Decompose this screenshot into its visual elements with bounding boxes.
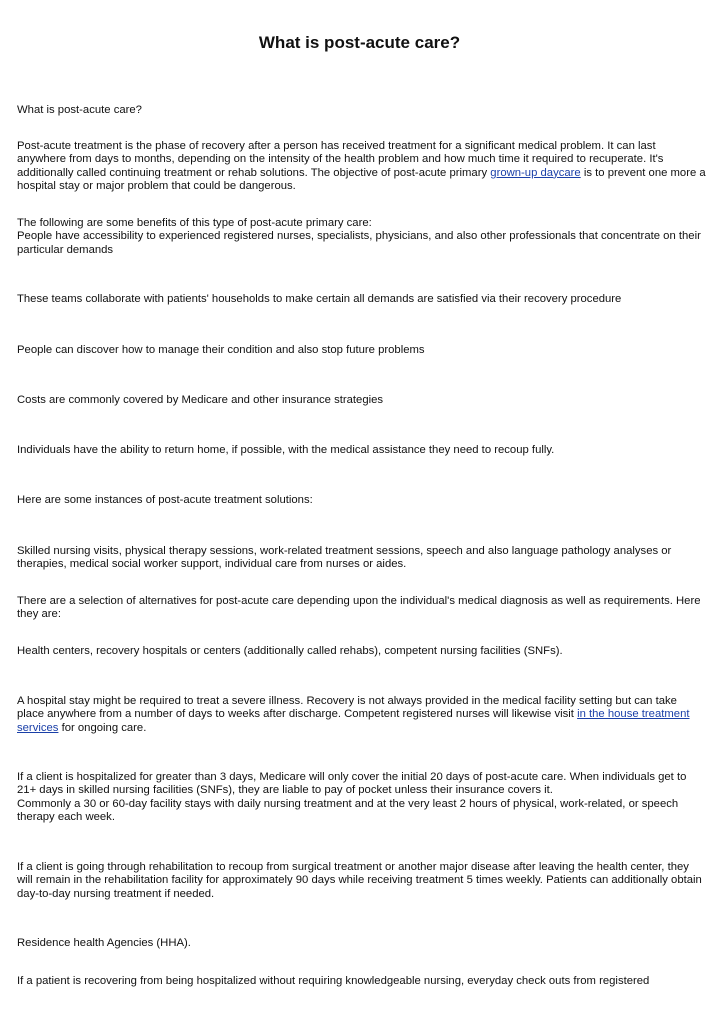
section-heading-hha: Residence health Agencies (HHA). (17, 937, 191, 949)
paragraph-benefits (17, 217, 707, 257)
paragraph-text: If a client is hospitalized for greater than 3 days, Medicare will only cover the initial 20 days of post-acute care. When individuals get to 21+ days in skilled nursing facilities (SNFs), they are liable to pay of pocket unless their insurance covers it. (17, 771, 687, 797)
link-grown-up-daycare[interactable]: grown-up daycare (490, 166, 581, 179)
paragraph-medicare (17, 771, 707, 824)
intro-heading: What is post-acute care? (17, 104, 142, 116)
benefits-intro: The following are some benefits of this type of post-acute primary care: (17, 217, 372, 229)
paragraph-home-health: If a patient is recovering from being hospitalized without requiring knowledgeable nursing, everyday check outs from registered (17, 975, 650, 987)
services-intro: Here are some instances of post-acute treatment solutions: (17, 494, 313, 506)
paragraph-hospital-stay (17, 695, 707, 735)
paragraph-text: Commonly a 30 or 60-day facility stays with daily nursing treatment and at the very least 2 hours of physical, work-related, or speech therapy each week. (17, 797, 679, 823)
paragraph-text: is to prevent one more a hospital stay or major problem that could be dangerous. (17, 166, 706, 192)
benefit-item: People have accessibility to experienced registered nurses, specialists, physicians, and also other professionals that concentrate on their particular demands (17, 230, 701, 256)
paragraph-alternatives: There are a selection of alternatives for post-acute care depending upon the individual's medical diagnosis as well as requirements. Here they are: (17, 595, 701, 621)
paragraph-text: Post-acute treatment is the phase of recovery after a person has received treatment for a significant medical problem. It can last anywhere from days to months, depending on the intensity of the health problem and how much time it required to recuperate. It's additionally called continuing treatment or rehab solutions. The objective of post-acute primary (17, 140, 664, 179)
page-title: What is post-acute care? (258, 33, 461, 52)
paragraph-services: Skilled nursing visits, physical therapy sessions, work-related treatment sessions, speech and also language pathology analyses or therapies, medical social worker support, individual care from nurses or aides. (17, 545, 672, 571)
link-in-the-house-treatment-services[interactable]: in the house treatment services (17, 708, 690, 734)
benefit-item: People can discover how to manage their condition and also stop future problems (17, 344, 425, 356)
paragraph-rehabilitation: If a client is going through rehabilitation to recoup from surgical treatment or another major disease after leaving the health center, they will remain in the rehabilitation facility for approximately 90 days while receiving treatment 5 times weekly. Patients can additionally obtain day-to-day nursing treatment if needed. (17, 861, 702, 900)
benefit-item: Individuals have the ability to return home, if possible, with the medical assistance they need to recoup fully. (17, 444, 555, 456)
benefit-item: These teams collaborate with patients' households to make certain all demands are satisfied via their recovery procedure (17, 293, 622, 305)
paragraph-facilities: Health centers, recovery hospitals or centers (additionally called rehabs), competent nursing facilities (SNFs). (17, 645, 563, 657)
benefit-item: Costs are commonly covered by Medicare and other insurance strategies (17, 394, 384, 406)
paragraph-text: for ongoing care. (58, 721, 147, 734)
paragraph-text: A hospital stay might be required to treat a severe illness. Recovery is not always provided in the medical facility setting but can take place anywhere from a number of days to weeks after discharge. Competent registered nurses will likewise visit (17, 695, 677, 721)
paragraph-definition (17, 140, 707, 193)
